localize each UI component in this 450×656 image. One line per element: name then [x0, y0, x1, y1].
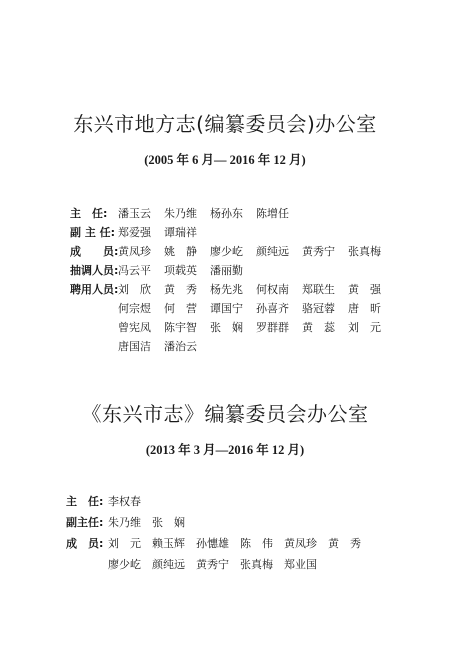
member-name: 黄 强: [348, 283, 381, 296]
member-name: 黄凤珍: [118, 245, 151, 258]
member-name: 李权春: [108, 495, 141, 508]
member-name: 潘治云: [164, 340, 197, 353]
member-name: 刘 欣: [118, 283, 151, 296]
member-name: 刘 元: [108, 537, 141, 550]
member-name: 张真梅: [348, 245, 381, 258]
member-row-continued: [118, 338, 210, 354]
member-name: 何权南: [256, 283, 289, 296]
member-row: [66, 514, 196, 530]
member-row: [66, 493, 152, 509]
role-label: 主 任:: [66, 495, 104, 508]
member-name: 孙憓雄: [196, 537, 229, 550]
member-name: 罗群群: [256, 321, 289, 334]
role-label: 副 主 任:: [70, 226, 116, 239]
member-name: 朱乃维: [164, 207, 197, 220]
member-name: 张 娴: [210, 321, 243, 334]
member-name: 黄 秀: [164, 283, 197, 296]
member-name: 黄秀宁: [302, 245, 335, 258]
section2-period: (2013 年 3 月—2016 年 12 月): [145, 443, 305, 457]
member-name: 陈 伟: [240, 537, 273, 550]
role-label: 成 员:: [66, 537, 104, 550]
member-name: 颜纯远: [152, 558, 185, 571]
member-name: 冯云平: [118, 264, 151, 277]
member-name: 曾宪凤: [118, 321, 151, 334]
member-name: 刘 元: [348, 321, 381, 334]
member-name: 何宗煜: [118, 302, 151, 315]
role-label: 副主任:: [66, 516, 104, 529]
member-row: [66, 535, 372, 551]
member-name: 姚 静: [164, 245, 197, 258]
member-name: 黄秀宁: [196, 558, 229, 571]
member-name: 郑业国: [284, 558, 317, 571]
section1-title: 东兴市地方志(编纂委员会)办公室: [73, 112, 377, 136]
member-name: 朱乃维: [108, 516, 141, 529]
member-name: 杨先兆: [210, 283, 243, 296]
member-name: 何 营: [164, 302, 197, 315]
member-name: 陈增任: [256, 207, 289, 220]
member-name: 唐 昕: [348, 302, 381, 315]
member-name: 杨孙东: [210, 207, 243, 220]
member-name: 郑爱强: [118, 226, 151, 239]
member-row: [70, 205, 302, 221]
member-row-continued: [108, 556, 328, 572]
member-name: 黄 蕊: [302, 321, 335, 334]
member-name: 张真梅: [240, 558, 273, 571]
member-row-continued: [118, 300, 394, 316]
role-label: 聘用人员:: [70, 283, 119, 296]
member-name: 骆冠蓉: [302, 302, 335, 315]
member-name: 谭瑞祥: [164, 226, 197, 239]
member-name: 谭国宁: [210, 302, 243, 315]
member-row: [70, 281, 394, 297]
member-name: 颜纯远: [256, 245, 289, 258]
member-name: 张 娴: [152, 516, 185, 529]
member-name: 廖少屹: [210, 245, 243, 258]
member-row: [70, 224, 210, 240]
member-row: [70, 243, 394, 259]
member-name: 项载英: [164, 264, 197, 277]
section1-period: (2005 年 6 月— 2016 年 12 月): [144, 153, 306, 167]
member-row: [70, 262, 256, 278]
member-name: 唐国洁: [118, 340, 151, 353]
role-label: 成 员:: [70, 245, 119, 258]
member-name: 潘丽勤: [210, 264, 243, 277]
member-name: 黄凤珍: [284, 537, 317, 550]
member-name: 黄 秀: [328, 537, 361, 550]
role-label: 抽调人员:: [70, 264, 119, 277]
member-name: 潘玉云: [118, 207, 151, 220]
role-label: 主 任:: [70, 207, 108, 220]
member-row-continued: [118, 319, 394, 335]
member-name: 陈宇智: [164, 321, 197, 334]
member-name: 廖少屹: [108, 558, 141, 571]
section2-title: 《东兴市志》编纂委员会办公室: [81, 402, 369, 426]
member-name: 郑联生: [302, 283, 335, 296]
member-name: 孙喜齐: [256, 302, 289, 315]
member-name: 赖玉辉: [152, 537, 185, 550]
